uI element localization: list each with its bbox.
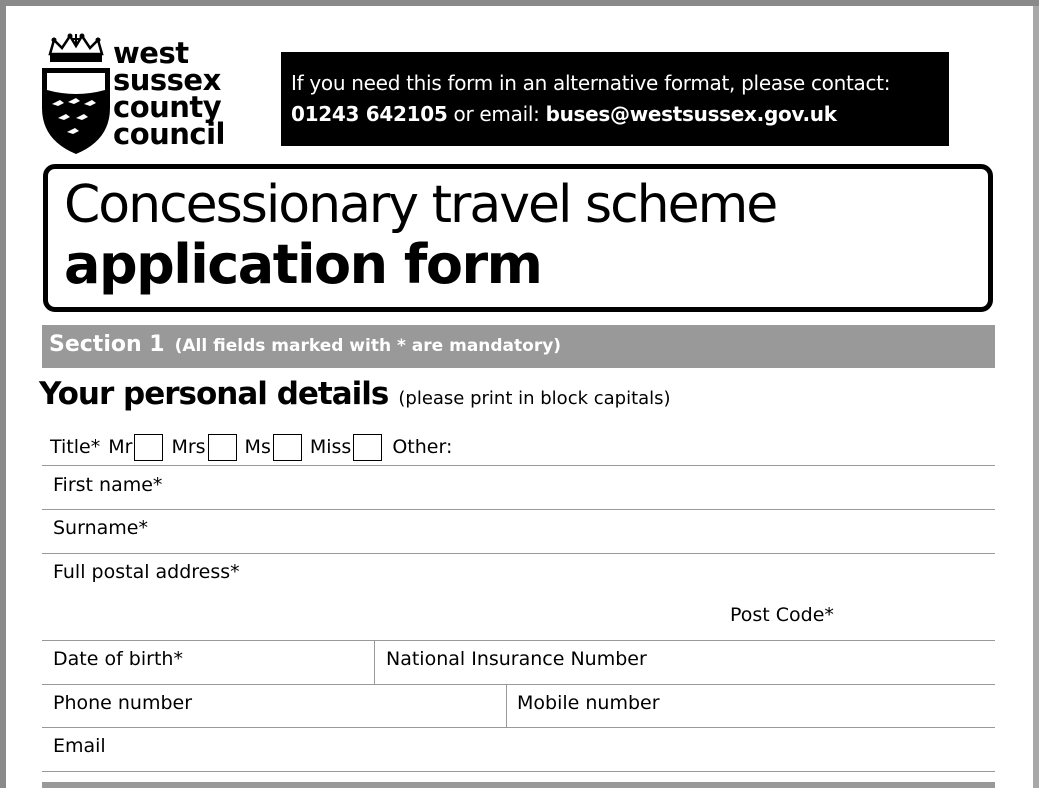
section-note: (All fields marked with * are mandatory): [174, 336, 562, 356]
contact-phone: 01243 642105: [291, 102, 448, 126]
form-subtitle: application form: [64, 233, 542, 296]
council-name: [113, 36, 225, 151]
heading-text: Your personal details: [39, 376, 389, 412]
divider: [42, 684, 995, 685]
divider: [42, 553, 995, 554]
crowned-shield-with-martlets-icon: [40, 32, 112, 156]
ni-number-label: National Insurance Number: [386, 648, 647, 670]
form-page: [6, 6, 1033, 788]
miss-checkbox[interactable]: [353, 434, 382, 461]
divider: [42, 727, 995, 728]
surname-input[interactable]: [166, 517, 990, 547]
post-code-input[interactable]: [846, 604, 990, 634]
title-option-mr: [108, 434, 163, 461]
section-title: Section 1: [49, 332, 165, 357]
logo-line: council: [113, 117, 225, 151]
first-name-label: First name*: [53, 474, 163, 496]
phone-label: Phone number: [53, 692, 193, 714]
logo-line: sussex: [113, 63, 221, 97]
title-other-label: Other:: [392, 436, 453, 458]
column-divider: [506, 684, 507, 727]
logo-line: west: [113, 36, 189, 70]
post-code-label: Post Code*: [730, 604, 834, 626]
contact-email-link[interactable]: buses@westsussex.gov.uk: [545, 102, 837, 126]
first-name-input[interactable]: [176, 474, 990, 504]
title-option-miss: [310, 434, 382, 461]
surname-label: Surname*: [53, 517, 148, 539]
heading-note: (please print in block capitals): [398, 388, 671, 409]
section-1-header: [42, 325, 995, 368]
mrs-checkbox[interactable]: [208, 434, 237, 461]
option-label: Miss: [309, 436, 352, 458]
ni-number-input[interactable]: [666, 648, 990, 678]
option-label: Ms: [244, 436, 271, 458]
personal-details-heading: [39, 376, 671, 412]
dob-label: Date of birth*: [53, 648, 183, 670]
form-title-box: [43, 164, 993, 312]
mobile-input[interactable]: [676, 692, 990, 722]
title-option-ms: [245, 434, 302, 461]
title-label: Title*: [50, 436, 101, 458]
email-label: Email: [53, 735, 106, 757]
divider: [42, 465, 995, 466]
council-logo: [40, 32, 240, 162]
mr-checkbox[interactable]: [134, 434, 163, 461]
address-label: Full postal address*: [53, 561, 240, 583]
contact-details: [291, 99, 949, 130]
title-other-input[interactable]: [506, 436, 990, 464]
divider: [42, 509, 995, 510]
dob-input[interactable]: [196, 648, 370, 678]
title-field: [50, 431, 452, 463]
email-input[interactable]: [116, 735, 990, 765]
logo-line: county: [113, 90, 222, 124]
title-option-mrs: [171, 434, 236, 461]
column-divider: [374, 640, 375, 684]
next-section-bar: [42, 782, 995, 788]
address-input[interactable]: [256, 561, 990, 591]
divider: [42, 640, 995, 641]
alternative-format-notice: [281, 52, 949, 146]
mobile-label: Mobile number: [517, 692, 660, 714]
option-label: Mr: [108, 436, 133, 458]
form-title: Concessionary travel scheme: [64, 175, 777, 235]
contact-intro: If you need this form in an alternative format, please contact:: [291, 71, 891, 95]
ms-checkbox[interactable]: [273, 434, 302, 461]
page-edge: [1033, 6, 1039, 788]
phone-input[interactable]: [206, 692, 500, 722]
contact-or-email: or email:: [447, 102, 546, 126]
divider: [42, 771, 995, 772]
option-label: Mrs: [171, 436, 206, 458]
